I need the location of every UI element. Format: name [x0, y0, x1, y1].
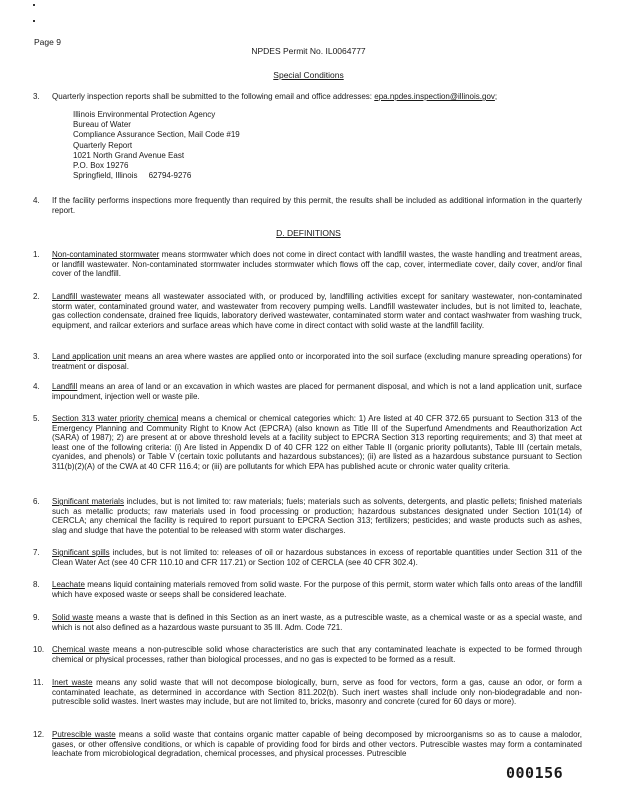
definition-item: [52, 250, 582, 279]
item3-tail: ;: [494, 92, 498, 101]
special-conditions-heading: Special Conditions: [273, 70, 344, 80]
definition-item: [52, 613, 582, 632]
address-line: Illinois Environmental Protection Agency: [73, 110, 216, 119]
definition-item: [52, 352, 582, 371]
definition-number: 9.: [33, 613, 40, 622]
definition-term: Solid waste: [52, 613, 94, 622]
definition-item: [52, 678, 582, 707]
definition-text: means any solid waste that will not decompose biologically, burn, serve as food for vectors, form a gas, cause an odor, or form a contaminated leachate, as determined in accordance with Section 811.202(b). Such inert wastes shall include only non-biodegradable and non-putrescible solid wastes. Inert wastes may include, but are not limited to, bricks, masonry and concrete (cured for 60 days or more).: [52, 678, 582, 707]
definition-item: [52, 548, 582, 567]
address-line: Compliance Assurance Section, Mail Code #19: [73, 130, 240, 140]
definitions-heading: D. DEFINITIONS: [276, 228, 341, 238]
definition-item: [52, 382, 582, 401]
item4-text: If the facility performs inspections more frequently than required by this permit, the results shall be included as additional information in the quarterly report.: [52, 196, 582, 215]
definition-number: 6.: [33, 497, 40, 506]
definition-item: [52, 645, 582, 664]
definition-term: Landfill: [52, 382, 78, 391]
address-line: 1021 North Grand Avenue East: [73, 150, 185, 160]
definition-text: includes, but is not limited to: raw materials; fuels; materials such as solvents, detergents, and plastic pellets; finished materials such as metallic products; raw materials used in food processing or production; hazardous substances designated under Section 101(14) of CERCLA; any chemical the facility is required to report pursuant to EPCRA Section 313; fertilizers; pesticides; and waste products such as ashes, slag and sludge that have the potential to be released with storm water discharges.: [52, 497, 582, 535]
definition-item: [52, 497, 582, 535]
definition-item: [52, 580, 582, 599]
definition-number: 11.: [33, 678, 44, 687]
definition-text: means an area of land or an excavation in which wastes are placed for permanent disposal, and which is not a land application unit, surface impoundment, injection well or waste pile.: [52, 382, 582, 401]
definition-number: 4.: [33, 382, 40, 391]
definition-number: 2.: [33, 292, 40, 301]
inspection-email-link[interactable]: epa.npdes.inspection@illinois.gov: [374, 92, 495, 101]
definition-text: means a waste that is defined in this Section as an inert waste, as a putrescible waste, as a chemical waste or as a special waste, and which is not also defined as a hazardous waste pursuant to 35 Ill. Adm. Code 721.: [52, 613, 582, 632]
definition-term: Chemical waste: [52, 645, 110, 654]
definition-text: means a solid waste that contains organic matter capable of being decomposed by microorganisms so as to cause a malodor, gases, or other offensive conditions, or which is capable of providing food for birds and other vectors. Putrescible wastes may form a contaminated leachate from microbiological degradation, chemical processes, and physical processes. Putrescible: [52, 730, 582, 759]
definition-term: Significant materials: [52, 497, 124, 506]
item3-text: [52, 92, 582, 102]
definition-item: [52, 730, 582, 759]
definition-number: 8.: [33, 580, 40, 589]
item-number: 3.: [33, 92, 40, 101]
bates-number: 000156: [506, 764, 564, 782]
definition-number: 1.: [33, 250, 40, 259]
definition-term: Landfill wastewater: [52, 292, 122, 301]
definition-number: 12.: [33, 730, 45, 739]
scan-speck: [33, 20, 35, 22]
definition-term: Section 313 water priority chemical: [52, 414, 179, 423]
definition-text: means an area where wastes are applied onto or incorporated into the soil surface (excluding manure spreading operations) for treatment or disposal.: [52, 352, 583, 371]
definition-text: means liquid containing materials removed from solid waste. For the purpose of this permit, storm water which falls onto areas of the landfill which have exposed waste or seeps shall be considered leachate.: [52, 580, 582, 599]
definition-term: Significant spills: [52, 548, 110, 557]
definition-term: Non-contaminated stormwater: [52, 250, 160, 259]
scan-speck: [33, 4, 35, 6]
address-line: P.O. Box 19276: [73, 161, 129, 171]
definition-text: means a non-putrescible solid whose characteristics are such that any contaminated leachate is expected to be formed through chemical or physical processes, rather than biological processes, and no gas is expected to be formed as a result.: [52, 645, 582, 664]
definition-text: means stormwater which does not come in direct contact with landfill wastes, the waste handling and treatment areas, or landfill wastewater. Non-contaminated stormwater includes stormwater which flows off the cap, cover, intermediate cover, daily cover, and/or final cover of the landfill.: [52, 250, 582, 279]
page-number-label: Page 9: [34, 37, 61, 47]
definition-text: means a chemical or chemical categories which: 1) Are listed at 40 CFR 372.65 pursuant to Section 313 of the Emergency Planning and Community Right to Know Act (EPCRA) (also known as Title III of the Superfund Amendments and Reauthorization Act (SARA) of 1987); 2) are present at or above threshold levels at a facility subject to EPCRA Section 313 reporting requirements; and 3) that meet at least one of the following criteria: (i) Are listed in Appendix D of 40 CFR 122 on either Table II (organic priority pollutants), Table III (certain metals, cyanides, and phenols) or Table V (certain toxic pollutants and hazardous substances); (ii) are listed as a hazardous substance pursuant to Section 311(b)(2)(A) of the CWA at 40 CFR 116.4; or (iii) are pollutants for which EPA has published acute or chronic water quality criteria.: [52, 414, 583, 471]
item-number: 4.: [33, 196, 40, 205]
mailing-address: [73, 110, 240, 181]
definition-number: 5.: [33, 414, 40, 423]
definition-term: Leachate: [52, 580, 85, 589]
definition-term: Putrescible waste: [52, 730, 116, 739]
definition-text: includes, but is not limited to: releases of oil or hazardous substances in excess of reportable quantities under Section 311 of the Clean Water Act (see 40 CFR 110.10 and CFR 117.21) or Section 102 of CERCLA (see 40 CFR 302.4).: [52, 548, 582, 567]
definition-number: 3.: [33, 352, 40, 361]
definition-item: [52, 414, 582, 472]
definition-number: 10.: [33, 645, 45, 654]
definition-item: [52, 292, 582, 330]
definition-term: Land application unit: [52, 352, 126, 361]
permit-title: NPDES Permit No. IL0064777: [251, 46, 366, 56]
address-line: Quarterly Report: [73, 140, 133, 150]
definition-text: means all wastewater associated with, or produced by, landfilling activities except for sanitary wastewater, non-contaminated storm water, contaminated ground water, and wastewater from recovery pumping wells. Landfill wastewater includes, but is not limited to, leachate, gas collection condensate, drained free liquids, laboratory derived wastewater, contaminated storm water and contact washwater from washing truck, equipment, and railcar exteriors and surface areas which have come in direct contact with solid waste at the landfill facility.: [52, 292, 582, 330]
address-line: Bureau of Water: [73, 120, 131, 130]
definition-number: 7.: [33, 548, 40, 557]
address-line: Springfield, Illinois 62794-9276: [73, 171, 192, 181]
definition-term: Inert waste: [52, 678, 93, 687]
item3-body: Quarterly inspection reports shall be submitted to the following email and office addresses:: [52, 92, 373, 101]
